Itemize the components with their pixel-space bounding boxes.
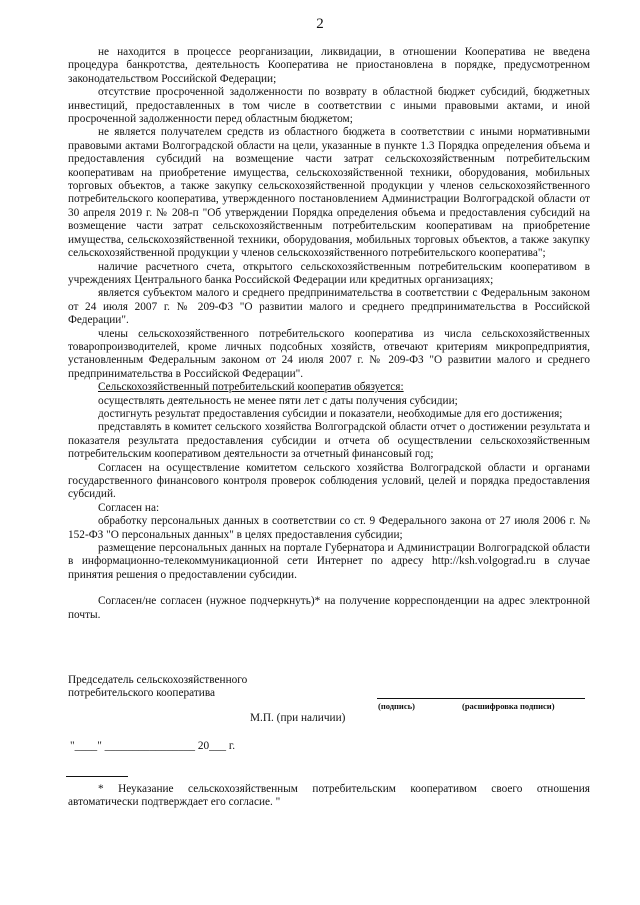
date-line: "____" ________________ 20___ г. <box>70 740 236 752</box>
obligation-item: достигнуть результат предоставления субсидии и показатели, необходимые для его достижения; <box>98 407 563 420</box>
signature-title-line1: Председатель сельскохозяйственного <box>68 674 248 686</box>
obligation-item: осуществлять деятельность не менее пяти лет с даты получения субсидии; <box>98 394 458 407</box>
paragraph: является субъектом малого и среднего предпринимательства в соответствии с Федеральным законом от 24 июля 2007 г. № 209-ФЗ "О развитии малого и среднего предпринимательства в Российской Федерации". <box>68 287 590 327</box>
signature-line <box>377 698 585 699</box>
consent-item: размещение персональных данных на портале Губернатора и Администрации Волгоградской области в информационно-телекоммуникационной сети Интернет по адресу http://ksh.volgograd.ru в случае принятия решения о предоставлении субсидии. <box>68 542 590 581</box>
signature-title-line2: потребительского кооператива <box>68 687 216 700</box>
consent-email: Согласен/не согласен (нужное подчеркнуть)* на получение корреспонденции на адрес электронной почты. <box>68 595 590 621</box>
consent-to: Согласен на: <box>98 501 160 514</box>
paragraph: члены сельскохозяйственного потребительского кооператива из числа сельскохозяйственных товаропроизводителей, кроме личных подсобных хозяйств, отвечают критериям микропредприятия, установленным Федеральным законом от 24 июля 2007 г. № 209-ФЗ "О развитии малого и среднего предпринимательства в Российской Федерации". <box>68 327 590 380</box>
signature-block <box>68 674 590 701</box>
obligations-heading <box>68 381 590 394</box>
caption-decode: (расшифровка подписи) <box>462 701 555 711</box>
caption-signature: (подпись) <box>378 701 415 711</box>
paragraph: не является получателем средств из областного бюджета в соответствии с иными нормативными правовыми актами Волгоградской области на цели, указанные в пункте 1.3 Порядка определения объема и предоставления субсидий на возмещение части затрат сельскохозяйственным потребительским кооперативам на приобретение имущества, сельскохозяйственной техники, оборудования, мобильных торговых объектов, а также закупку сельскохозяйственной продукции у членов сельскохозяйственного потребительского кооператива, утвержденного постановлением Администрации Волгоградской области от 30 апреля 2019 г. № 208-п "Об утверждении Порядка определения объема и предоставления субсидий на возмещение части затрат сельскохозяйственным потребительским кооперативам на приобретение имущества, сельскохозяйственной техники, оборудования, мобильных торговых объектов, а также закупку сельскохозяйственной продукции у членов сельскохозяйственного потребительского кооператива"; <box>68 126 590 260</box>
obligations-heading-text: Сельскохозяйственный потребительский кооператив обязуется: <box>98 381 404 394</box>
obligation-item: представлять в комитет сельского хозяйства Волгоградской области отчет о достижении результата и показателя результата предоставления субсидии и отчета об осуществлении сельскохозяйственным потребительским кооперативом деятельности за отчетный финансовый год; <box>68 421 590 461</box>
footnote <box>68 783 590 810</box>
paragraph: не находится в процессе реорганизации, ликвидации, в отношении Кооператива не введена процедура банкротства, деятельность Кооператива не приостановлена в порядке, предусмотренном законодательством Российской Федерации; <box>68 46 590 85</box>
document-body <box>68 46 590 622</box>
consent-item: обработку персональных данных в соответствии со ст. 9 Федерального закона от 27 июля 2006 г. № 152-ФЗ "О персональных данных" в целях предоставления субсидии; <box>68 515 590 541</box>
stamp-place: М.П. (при наличии) <box>250 712 346 724</box>
page-number: 2 <box>316 16 324 32</box>
footnote-text: * Неуказание сельскохозяйственным потребительским кооперативом своего отношения автоматически подтверждает его согласие. " <box>68 783 590 809</box>
paragraph: отсутствие просроченной задолженности по возврату в областной бюджет субсидий, бюджетных инвестиций, предоставленных в том числе в соответствии с иными правовыми актами, и иной просроченной задолженности перед областным бюджетом; <box>68 86 590 126</box>
paragraph: наличие расчетного счета, открытого сельскохозяйственным потребительским кооперативом в учреждениях Центрального банка Российской Федерации или кредитных организациях; <box>68 260 590 286</box>
footnote-divider <box>66 776 128 777</box>
consent-inspection: Согласен на осуществление комитетом сельского хозяйства Волгоградской области и органами государственного финансового контроля проверок соблюдения условий, целей и порядка предоставления субсидий. <box>68 461 590 501</box>
